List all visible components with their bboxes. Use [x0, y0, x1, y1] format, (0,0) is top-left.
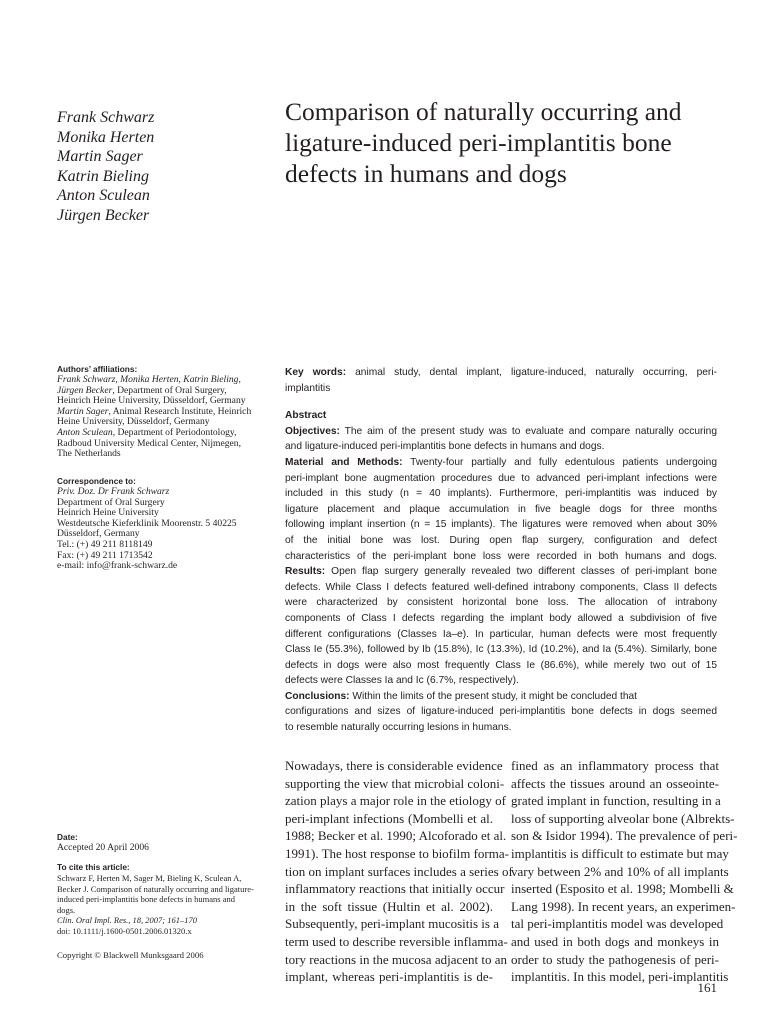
author-list [57, 108, 267, 226]
abstract-line: Conclusions: Within the limits of the present study, it might be concluded that [285, 690, 638, 702]
accepted-date-block [57, 832, 267, 854]
abstract-line: defects in dogs were also most frequently Class Ie (86.6%), while merely two out of 15 [285, 659, 717, 671]
keywords-line: implantitis [285, 382, 331, 394]
abstract-line: of the initial bone was lost. During open flap surgery, configuration and defect [285, 534, 717, 546]
abstract-line: different configurations (Classes Ia–e). In particular, human defects were most frequently [285, 628, 717, 640]
copyright-notice: Copyright © Blackwell Munksgaard 2006 [57, 950, 204, 960]
citation-line: Becker J. Comparison of naturally occurring and ligature- [57, 883, 254, 894]
body-line: implant, whereas peri-implantitis is de- [285, 969, 493, 985]
title-line: Comparison of naturally occurring and [285, 97, 682, 126]
abstract-section [285, 365, 717, 736]
affiliation-line: Radboud University Medical Center, Nijmegen, [57, 437, 241, 449]
abstract-line: Class Ie (55.3%), followed by Ib (15.8%), Ic (13.3%), Id (10.2%), and Ia (5.4%). Similarly, bone [285, 644, 717, 656]
body-line: affects the tissues around an osseointe- [511, 775, 719, 791]
body-line: 1991). The host response to biofilm forma- [285, 845, 509, 861]
body-line: peri-implant infections (Mombelli et al. [285, 810, 493, 826]
correspondence-line: Fax: (+) 49 211 1713542 [57, 549, 153, 561]
affiliation-line: The Netherlands [57, 448, 121, 460]
body-line: order to study the pathogenesis of peri- [511, 951, 719, 967]
body-line: tory reactions in the mucosa adjacent to an [285, 951, 508, 967]
abstract-line: peri-implant bone augmentation procedures due to advanced peri-implant infections were [285, 472, 717, 484]
abstract-line: components of Class I defects regarding the implant body allowed a subdivision of five [285, 612, 717, 624]
body-line: supporting the view that microbial coloni- [285, 775, 505, 791]
correspondence-line: Düsseldorf, Germany [57, 528, 140, 540]
citation-doi[interactable]: doi: 10.1111/j.1600-0501.2006.01320.x [57, 925, 192, 936]
abstract-line: defects were Classes Ia and Ic (6.7%, respectively). [285, 675, 519, 687]
abstract-line: ligature placement and plaque accumulation in five beagle dogs for three months [285, 503, 717, 515]
citation-block [57, 862, 267, 937]
body-line: grated implant in function, resulting in a [511, 793, 721, 809]
affiliation-line: Anton Sculean, Department of Periodontology, [57, 426, 237, 438]
correspondence-line: Priv. Doz. Dr Frank Schwarz [57, 486, 170, 497]
keywords-line [285, 365, 717, 381]
body-line: 1988; Becker et al. 1990; Alcoforado et al. [285, 828, 507, 844]
affiliations-heading: Authors’ affiliations: [57, 364, 138, 374]
author-name: Monika Herten [57, 128, 155, 146]
keywords-label: Key words: [285, 367, 347, 378]
conclusions-label: Conclusions: [285, 690, 350, 702]
abstract-heading: Abstract [285, 410, 327, 422]
author-name: Frank Schwarz [57, 109, 155, 126]
abstract-line: and ligature-induced peri-implantitis bone defects in humans and dogs. [285, 441, 605, 453]
citation-heading: To cite this article: [57, 862, 130, 872]
body-line: Lang 1998). In recent years, an experimen- [511, 898, 736, 914]
body-column-left [285, 757, 513, 986]
author-name: Katrin Bieling [57, 167, 149, 185]
correspondence-heading: Correspondence to: [57, 476, 136, 486]
keywords-text: animal study, dental implant, ligature-induced, naturally occurring, peri- [355, 367, 717, 378]
correspondence-line: Westdeutsche Kieferklinik Moorenstr. 5 40225 [57, 517, 237, 529]
abstract-line: characteristics of the peri-implant bone loss were recorded in both humans and dogs. [285, 550, 717, 562]
body-line: fined as an inflammatory process that [511, 758, 719, 773]
citation-line: induced peri-implantitis bone defects in humans and [57, 894, 235, 905]
author-affiliations [57, 364, 267, 460]
correspondence-line: Department of Oral Surgery [57, 496, 165, 508]
citation-journal: Clin. Oral Impl. Res., 18, 2007; 161–170 [57, 915, 198, 926]
abstract-line: were characterized by consistent horizontal bone loss. The allocation of intrabony [285, 597, 717, 609]
abstract-line: Results: Open flap surgery generally revealed two different classes of peri-implant bone [285, 566, 717, 578]
correspondence-line: Tel.: (+) 49 211 8118149 [57, 538, 153, 550]
body-line: term used to describe reversible inflamma- [285, 933, 508, 949]
body-line: tal peri-implantitis model was developed [511, 916, 724, 932]
abstract-line: configurations and sizes of ligature-induced peri-implantitis bone defects in dogs seemed [285, 706, 717, 718]
affiliation-line: Heinrich Heine University, Düsseldorf, Germany [57, 395, 246, 407]
page-number: 161 [697, 980, 717, 995]
body-line: implantitis is difficult to estimate but may [511, 845, 729, 861]
author-name: Jürgen Becker [57, 206, 150, 224]
body-line: vary between 2% and 10% of all implants [511, 863, 729, 879]
body-line: loss of supporting alveolar bone (Albrekts- [511, 810, 735, 826]
body-line: and used in both dogs and monkeys in [511, 933, 719, 949]
correspondence-block [57, 476, 267, 572]
body-line: implantitis. In this model, peri-implantitis [511, 969, 729, 985]
author-name: Martin Sager [57, 148, 143, 166]
affiliation-line: Frank Schwarz, Monika Herten, Katrin Bieling, [57, 374, 241, 385]
body-line: tion on implant surfaces includes a series of [285, 863, 513, 879]
article-title [285, 96, 735, 189]
correspondence-email[interactable]: e-mail: info@frank-schwarz.de [57, 560, 178, 572]
citation-line: Schwarz F, Herten M, Sager M, Bieling K, Sculean A, [57, 873, 242, 883]
body-line: in the soft tissue (Hultin et al. 2002). [285, 898, 493, 914]
body-line: inserted (Esposito et al. 1998; Mombelli & [511, 881, 734, 897]
affiliation-line: Heine University, Düsseldorf, Germany [57, 416, 210, 428]
body-line: zation plays a major role in the etiology of [285, 793, 506, 809]
body-line: Nowadays, there is considerable evidence [285, 758, 503, 773]
body-column-right [511, 757, 738, 986]
affiliation-line: Jürgen Becker, Department of Oral Surgery, [57, 384, 227, 396]
author-name: Anton Sculean [57, 187, 150, 205]
body-line: inflammatory reactions that initially occur [285, 881, 505, 897]
results-label: Results: [285, 566, 326, 578]
abstract-line: defects. While Class I defects featured well-defined intrabony components, Class II defects [285, 581, 717, 593]
accepted-date: Accepted 20 April 2006 [57, 842, 149, 853]
affiliation-line: Martin Sager, Animal Research Institute, Heinrich [57, 405, 252, 417]
body-line: Subsequently, peri-implant mucositis is a [285, 916, 499, 932]
abstract-line: included in this study (n = 40 implants). Furthermore, peri-implantitis was induced by [285, 488, 717, 500]
abstract-line: Material and Methods: Twenty-four partially and fully edentulous patients undergoing [285, 456, 717, 468]
abstract-line: to resemble naturally occurring lesions in humans. [285, 722, 512, 734]
title-line: ligature-induced peri-implantitis bone [285, 128, 672, 157]
citation-line: dogs. [57, 904, 76, 915]
abstract-line: Objectives: The aim of the present study was to evaluate and compare naturally occuring [285, 425, 717, 437]
body-line: son & Isidor 1994). The prevalence of peri- [511, 828, 738, 844]
objectives-label: Objectives: [285, 425, 340, 437]
abstract-line: following implant insertion (n = 15 implants). The ligatures were removed when about 30% [285, 519, 717, 531]
correspondence-line: Heinrich Heine University [57, 507, 159, 519]
methods-label: Material and Methods: [285, 456, 403, 468]
title-line: defects in humans and dogs [285, 159, 567, 188]
date-heading: Date: [57, 832, 78, 842]
